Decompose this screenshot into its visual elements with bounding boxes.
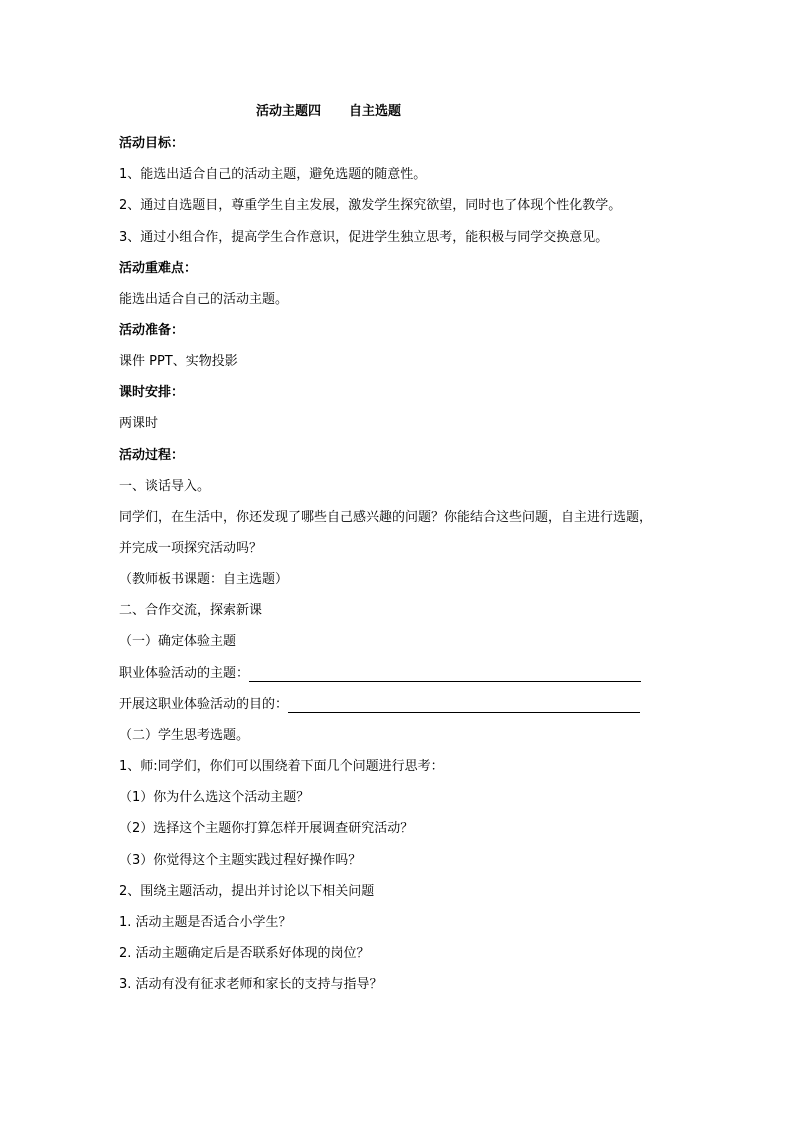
objective-item: 1、能选出适合自己的活动主题，避免选题的随意性。 [119, 167, 427, 182]
objective-item: 2、通过自选题目，尊重学生自主发展，激发学生探究欲望，同时也了体现个性化教学。 [119, 198, 622, 213]
section-heading: 一、谈话导入。 [119, 479, 211, 494]
subsection-heading: （二）学生思考选题。 [119, 728, 250, 743]
title-main: 活动主题四 [256, 104, 322, 119]
document-title [256, 104, 401, 120]
question-item: （1）你为什么选这个活动主题？ [119, 790, 310, 805]
teacher-note: （教师板书课题：自主选题） [119, 572, 289, 587]
question-item: （3）你觉得这个主题实践过程好操作吗？ [119, 853, 362, 868]
section-heading: 二、合作交流，探索新课 [119, 603, 263, 618]
preparation-text: 课件 PPT、实物投影 [119, 354, 238, 369]
step-text: 2、围绕主题活动，提出并讨论以下相关问题 [119, 884, 375, 899]
intro-paragraph-line: 并完成一项探究活动吗？ [119, 541, 263, 556]
schedule-heading: 课时安排： [119, 385, 185, 400]
step-text: 1、师:同学们，你们可以围绕着下面几个问题进行思考： [119, 759, 444, 774]
key-points-heading: 活动重难点： [119, 261, 198, 276]
discussion-item: 1. 活动主题是否适合小学生？ [119, 915, 292, 930]
fill-label: 职业体验活动的主题： [119, 666, 250, 681]
discussion-item: 2. 活动主题确定后是否联系好体现的岗位？ [119, 946, 370, 961]
key-points-text: 能选出适合自己的活动主题。 [119, 292, 289, 307]
preparation-heading: 活动准备： [119, 323, 185, 338]
schedule-text: 两课时 [119, 416, 159, 431]
question-item: （2）选择这个主题你打算怎样开展调查研究活动？ [119, 821, 414, 836]
intro-paragraph-line: 同学们，在生活中，你还发现了哪些自己感兴趣的问题？你能结合这些问题，自主进行选题， [119, 510, 653, 525]
fill-in-purpose [119, 697, 640, 713]
blank-line[interactable] [249, 669, 641, 682]
discussion-item: 3. 活动有没有征求老师和家长的支持与指导？ [119, 977, 383, 992]
title-sub: 自主选题 [349, 104, 402, 119]
process-heading: 活动过程： [119, 448, 185, 463]
objectives-heading: 活动目标： [119, 136, 185, 151]
blank-line[interactable] [288, 700, 640, 713]
subsection-heading: （一）确定体验主题 [119, 634, 237, 649]
objective-item: 3、通过小组合作，提高学生合作意识，促进学生独立思考，能积极与同学交换意见。 [119, 230, 609, 245]
fill-label: 开展这职业体验活动的目的： [119, 697, 289, 712]
fill-in-theme [119, 666, 641, 682]
